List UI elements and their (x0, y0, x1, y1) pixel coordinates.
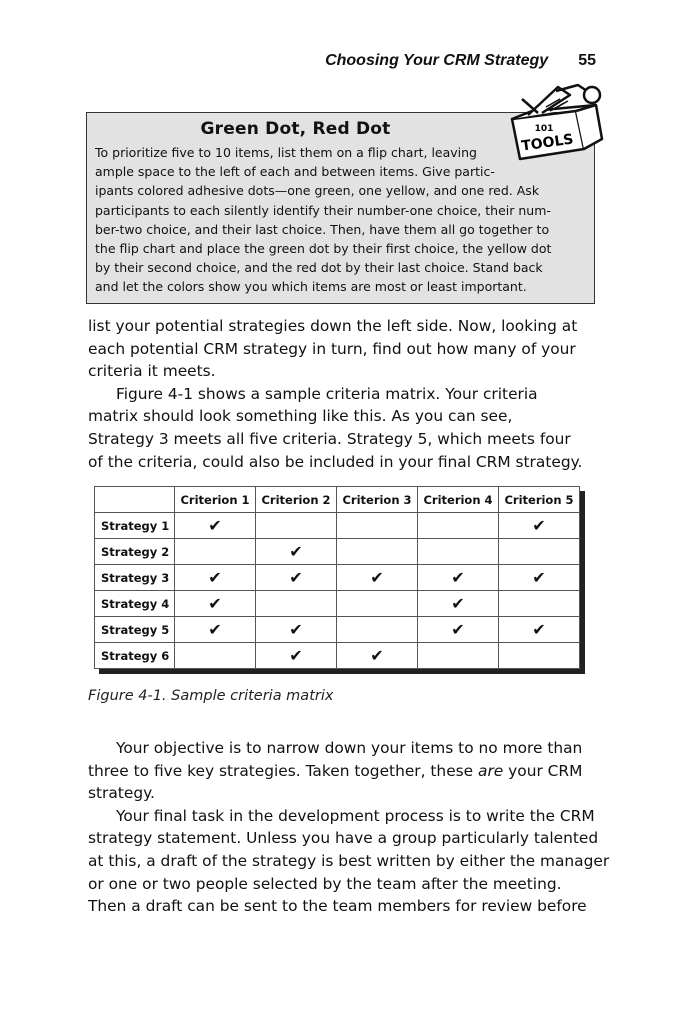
empty-cell (175, 643, 256, 669)
check-mark-cell: ✔ (256, 617, 337, 643)
body-paragraphs-bottom (88, 737, 610, 918)
check-mark-cell: ✔ (175, 565, 256, 591)
empty-cell (337, 617, 418, 643)
body-line: strategy. (88, 784, 155, 803)
sidebar-line: ber-two choice, and their last choice. Then, have them all go together to (95, 221, 550, 237)
check-mark-cell: ✔ (418, 591, 499, 617)
figure-caption: Figure 4-1. Sample criteria matrix (88, 688, 334, 704)
empty-cell (175, 539, 256, 565)
row-header: Strategy 3 (95, 565, 175, 591)
sidebar-line: To prioritize five to 10 items, list them on a flip chart, leaving (95, 145, 477, 160)
row-header: Strategy 4 (95, 591, 175, 617)
emphasis-text: are (478, 761, 504, 780)
matrix-row (95, 643, 580, 669)
empty-cell (337, 591, 418, 617)
matrix-row (95, 591, 580, 617)
body-paragraphs-top (88, 315, 598, 473)
empty-cell (337, 539, 418, 565)
body-line: or one or two people selected by the team after the meeting. (88, 874, 562, 893)
check-mark-cell: ✔ (337, 565, 418, 591)
column-header: Criterion 3 (337, 487, 418, 513)
check-mark-cell: ✔ (256, 539, 337, 565)
check-mark-cell: ✔ (256, 643, 337, 669)
sidebar-line: ipants colored adhesive dots—one green, one yellow, and one red. Ask (95, 183, 540, 199)
sidebar-line: by their second choice, and the red dot by their last choice. Stand back (95, 260, 543, 276)
check-mark-cell: ✔ (499, 617, 580, 643)
empty-cell (256, 591, 337, 617)
matrix-row (95, 539, 580, 565)
column-header: Criterion 1 (175, 487, 256, 513)
page-number: 55 (578, 52, 596, 69)
body-line: strategy statement. Unless you have a group particularly talented (88, 829, 599, 848)
check-mark-cell: ✔ (499, 565, 580, 591)
empty-cell (418, 539, 499, 565)
empty-cell (499, 539, 580, 565)
column-header: Criterion 5 (499, 487, 580, 513)
empty-cell (337, 513, 418, 539)
running-header (0, 52, 596, 70)
toolbox-icon (498, 83, 610, 167)
corner-cell (95, 487, 175, 513)
body-line: list your potential strategies down the left side. Now, looking at (88, 317, 578, 335)
criteria-matrix (94, 486, 580, 669)
sidebar-line: and let the colors show you which items are most or least important. (95, 279, 527, 295)
check-mark-cell: ✔ (418, 565, 499, 591)
sidebar-title: Green Dot, Red Dot (200, 119, 391, 139)
body-line: Figure 4-1 shows a sample criteria matrix. Your criteria (116, 384, 538, 403)
toolbox-number: 101 (534, 124, 554, 134)
check-mark-cell: ✔ (175, 513, 256, 539)
body-line: Strategy 3 meets all five criteria. Strategy 5, which meets four (88, 429, 571, 448)
body-line: matrix should look something like this. As you can see, (88, 407, 513, 426)
body-line: criteria it meets. (88, 362, 216, 381)
check-mark-cell: ✔ (175, 617, 256, 643)
body-text-span: your CRM (503, 761, 583, 780)
empty-cell (499, 591, 580, 617)
matrix-row (95, 565, 580, 591)
check-mark-cell: ✔ (337, 643, 418, 669)
empty-cell (256, 513, 337, 539)
empty-cell (418, 513, 499, 539)
toolbox-label: TOOLS (520, 131, 575, 155)
empty-cell (499, 643, 580, 669)
body-line: Your final task in the development process is to write the CRM (116, 806, 595, 825)
check-mark-cell: ✔ (175, 591, 256, 617)
sidebar-line: the flip chart and place the green dot by their first choice, the yellow dot (95, 241, 552, 257)
column-header: Criterion 4 (418, 487, 499, 513)
sidebar-line: ample space to the left of each and between items. Give partic- (95, 164, 495, 180)
body-line: at this, a draft of the strategy is best written by either the manager (88, 851, 610, 870)
criteria-table (94, 486, 580, 669)
check-mark-cell: ✔ (499, 513, 580, 539)
matrix-row (95, 513, 580, 539)
body-line: of the criteria, could also be included in your final CRM strategy. (88, 452, 583, 471)
body-text-span: three to five key strategies. Taken together, these (88, 761, 479, 780)
body-line: Your objective is to narrow down your items to no more than (116, 739, 583, 757)
tip-sidebar (86, 112, 595, 304)
chapter-title: Choosing Your CRM Strategy (325, 52, 549, 69)
check-mark-cell: ✔ (418, 617, 499, 643)
empty-cell (418, 643, 499, 669)
row-header: Strategy 2 (95, 539, 175, 565)
body-line (88, 760, 598, 783)
body-line: each potential CRM strategy in turn, find out how many of your (88, 339, 576, 358)
row-header: Strategy 1 (95, 513, 175, 539)
check-mark-cell: ✔ (256, 565, 337, 591)
sidebar-line: participants to each silently identify their number-one choice, their num- (95, 202, 551, 218)
row-header: Strategy 5 (95, 617, 175, 643)
body-line: Then a draft can be sent to the team members for review before (88, 897, 587, 916)
column-header: Criterion 2 (256, 487, 337, 513)
row-header: Strategy 6 (95, 643, 175, 669)
matrix-row (95, 617, 580, 643)
